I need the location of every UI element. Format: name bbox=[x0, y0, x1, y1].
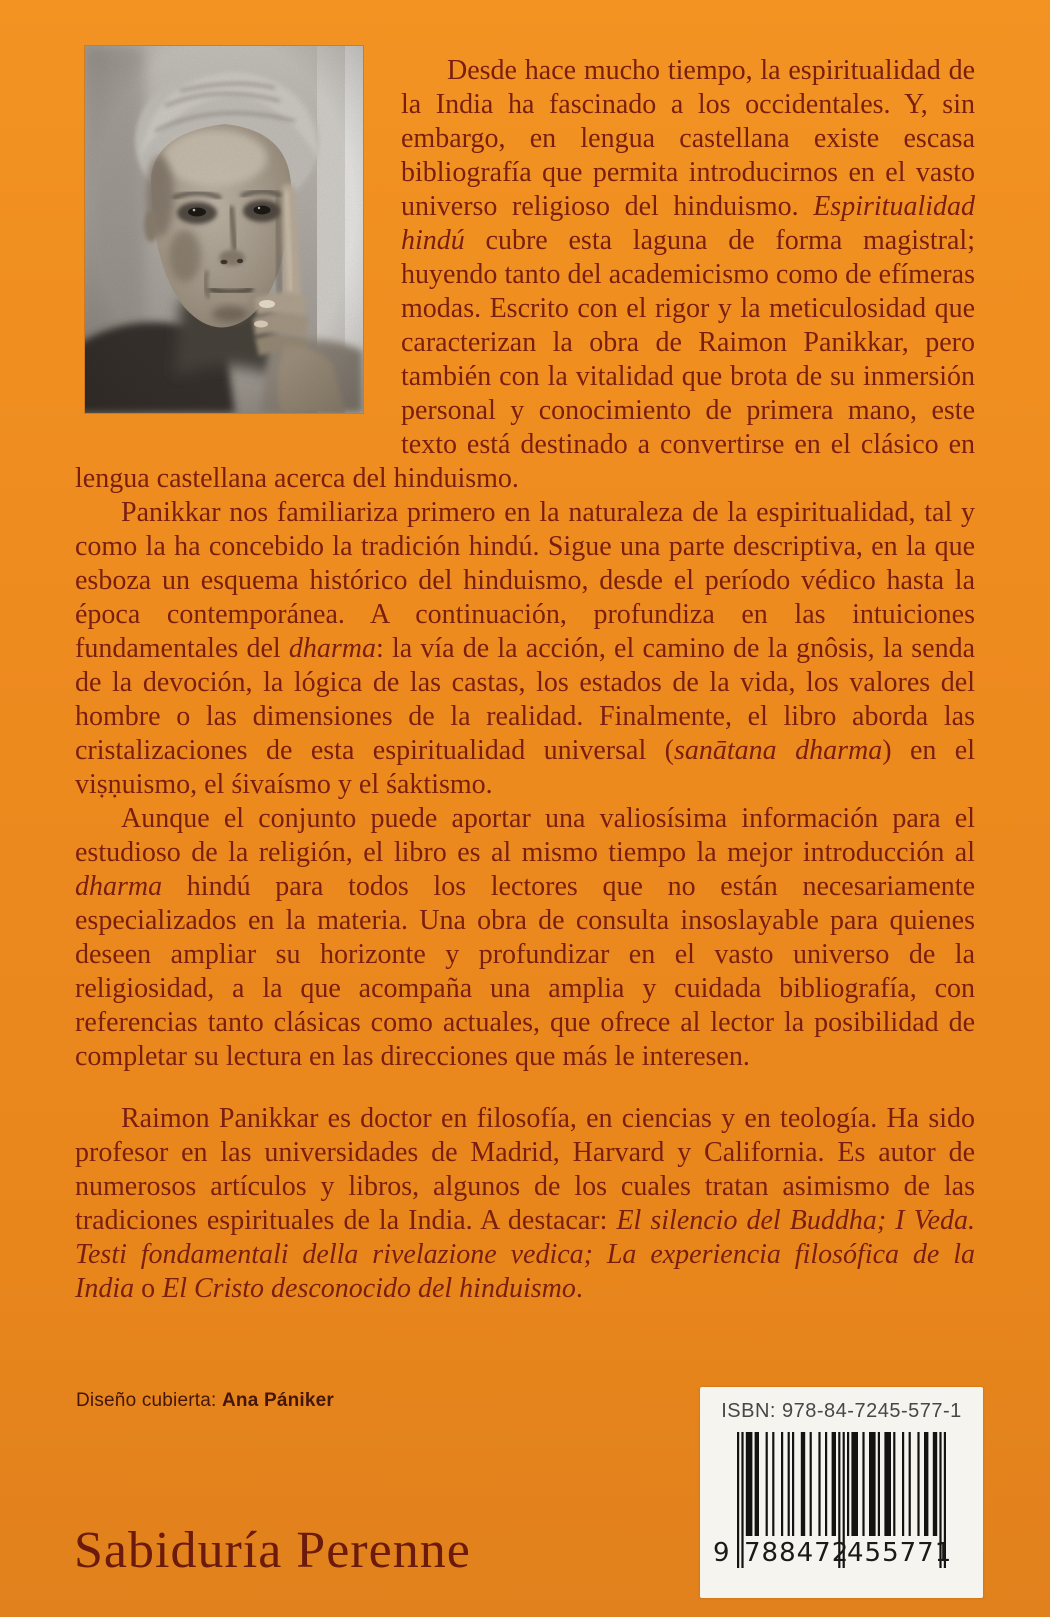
series-title: Sabiduría Perenne bbox=[74, 1522, 471, 1579]
paragraph-audience: Aunque el conjunto puede aportar una valiosísima información para el estudioso de la religión, el libro es al mismo tiempo la mejor introducción al dharma hindú para todos los lectores que no están necesariamente especializados en la materia. Una obra de consulta insoslayable para quienes deseen ampliar su horizonte y profundizar en el vasto universo de la religiosidad, a la que acompaña una amplia y cuidada bibliografía, con referencias tanto clásicas como actuales, que ofrece al lector la posibilidad de completar su lectura en las direcciones que más le interesen. bbox=[75, 803, 975, 1072]
barcode-digit-group: 455771 bbox=[847, 1538, 953, 1568]
barcode-digit-group: 9 bbox=[713, 1538, 730, 1568]
design-credit bbox=[76, 1390, 334, 1412]
author-portrait-illustration bbox=[85, 46, 363, 413]
isbn-label: ISBN: 978-84-7245-577-1 bbox=[721, 1400, 962, 1422]
back-cover-text bbox=[75, 46, 975, 1306]
barcode-digit-group: 788472 bbox=[744, 1538, 850, 1568]
barcode-digits bbox=[713, 1538, 953, 1570]
paragraph-author-bio: Raimon Panikkar es doctor en filosofía, en ciencias y en teología. Ha sido profesor en las universidades de Madrid, Harvard y California. Es autor de numerosos artículos y libros, algunos de los cuales tratan asimismo de las tradiciones espirituales de la India. A destacar: El silencio del Buddha; I Veda. Testi fondamentali della rivelazione vedica; La experiencia filosófica de la India o El Cristo desconocido del hinduismo. bbox=[75, 1103, 975, 1304]
paragraph-contents: Panikkar nos familiariza primero en la naturaleza de la espiritualidad, tal y como la ha concebido la tradición hindú. Sigue una parte descriptiva, en la que esboza un esquema histórico del hinduismo, desde el período védico hasta la época contemporánea. A continuación, profundiza en las intuiciones fundamentales del dharma: la vía de la acción, el camino de la gnôsis, la senda de la devoción, la lógica de las castas, los estados de la vida, los valores del hombre o las dimensiones de la realidad. Finalmente, el libro aborda las cristalizaciones de esta espiritualidad universal (sanātana dharma) en el viṣṇuismo, el śivaísmo y el śaktismo. bbox=[75, 497, 975, 800]
paragraph-intro: Desde hace mucho tiempo, la espiritualidad de la India ha fascinado a los occidentales. Y, sin embargo, en lengua castellana existe escasa bibliografía que permita introducirnos en el vasto universo religioso del hinduismo. Espiritualidad hindú cubre esta laguna de forma magistral; huyendo tanto del academicismo como de efímeras modas. Escrito con el rigor y la meticulosidad que caracterizan la obra de Raimon Panikkar, pero también con la vitalidad que brota de su inmersión personal y conocimiento de primera mano, este texto está destinado a convertirse en el clásico en lengua castellana acerca del hinduismo. bbox=[75, 55, 975, 494]
isbn-box bbox=[700, 1387, 983, 1598]
design-credit-name: Ana Pániker bbox=[221, 1390, 335, 1411]
design-credit-label: Diseño cubierta: bbox=[76, 1390, 217, 1411]
ean-barcode bbox=[713, 1432, 953, 1584]
author-photo bbox=[85, 46, 363, 413]
